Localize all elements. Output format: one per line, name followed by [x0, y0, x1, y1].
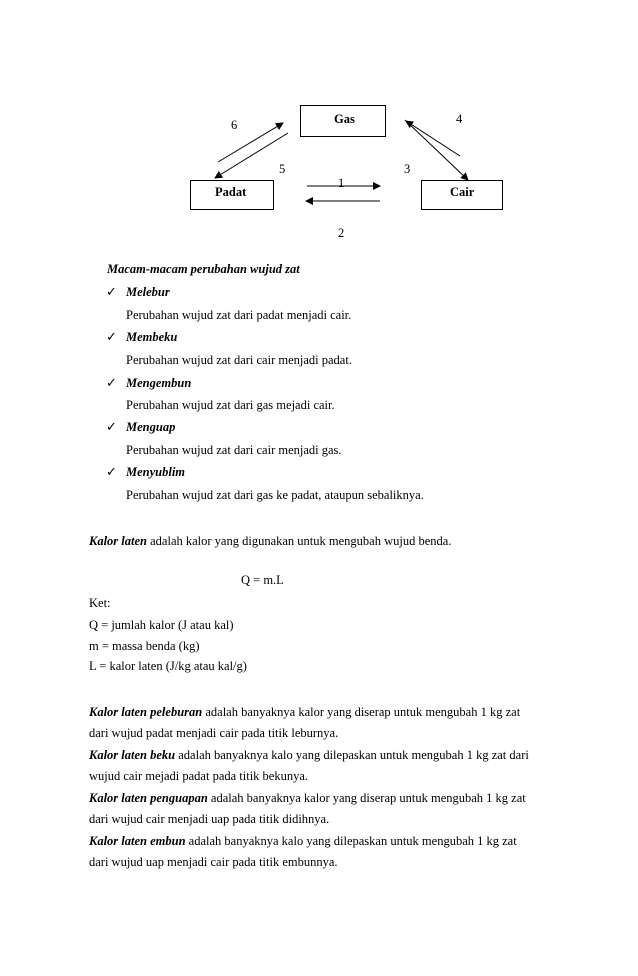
- arrow-number-3: 3: [404, 162, 411, 176]
- state-label-liquid: Cair: [450, 185, 475, 199]
- arrow-number-1: 1: [338, 176, 345, 190]
- check-icon: ✓: [106, 329, 117, 344]
- arrow-5: [215, 133, 288, 178]
- definition-freezing: [89, 748, 529, 763]
- arrow-number-6: 6: [231, 118, 238, 132]
- formula: Q = m.L: [241, 573, 284, 587]
- latent-heat-term: Kalor laten: [89, 534, 147, 548]
- ket-item-l: L = kalor laten (J/kg atau kal/g): [89, 659, 247, 673]
- state-label-solid: Padat: [215, 185, 247, 199]
- definition-text: adalah banyaknya kalo yang dilepaskan untuk mengubah 1 kg zat: [188, 834, 517, 848]
- definition-continuation: dari wujud padat menjadi cair pada titik leburnya.: [89, 726, 339, 740]
- definition-term: Kalor laten penguapan: [89, 791, 208, 805]
- state-label-gas: Gas: [334, 112, 355, 126]
- change-name-1: Melebur: [126, 285, 170, 299]
- arrow-number-4: 4: [456, 112, 463, 126]
- definition-melting: [89, 705, 520, 720]
- arrow-4: [406, 121, 460, 156]
- check-icon: ✓: [106, 419, 117, 434]
- definition-continuation: dari wujud cair menjadi uap pada titik didihnya.: [89, 812, 330, 826]
- definition-text: adalah banyaknya kalor yang diserap untuk mengubah 1 kg zat: [205, 705, 521, 719]
- state-box-liquid: [421, 180, 503, 210]
- change-desc-2: Perubahan wujud zat dari cair menjadi padat.: [126, 353, 352, 367]
- definition-condensation: [89, 834, 517, 849]
- section-title: Macam-macam perubahan wujud zat: [107, 262, 300, 276]
- arrow-3: [405, 120, 468, 180]
- change-desc-3: Perubahan wujud zat dari gas mejadi cair.: [126, 398, 335, 412]
- state-box-solid: [190, 180, 274, 210]
- definition-term: Kalor laten peleburan: [89, 705, 203, 719]
- latent-heat-text: adalah kalor yang digunakan untuk mengubah wujud benda.: [150, 534, 452, 548]
- state-box-gas: [300, 105, 386, 137]
- definition-text: adalah banyaknya kalor yang diserap untuk mengubah 1 kg zat: [210, 791, 526, 805]
- check-icon: ✓: [106, 375, 117, 390]
- change-desc-4: Perubahan wujud zat dari cair menjadi gas.: [126, 443, 342, 457]
- change-desc-5: Perubahan wujud zat dari gas ke padat, ataupun sebaliknya.: [126, 488, 424, 502]
- change-name-4: Menguap: [126, 420, 176, 434]
- ket-label: Ket:: [89, 596, 111, 610]
- definition-text: adalah banyaknya kalo yang dilepaskan untuk mengubah 1 kg zat dari: [178, 748, 529, 762]
- ket-item-q: Q = jumlah kalor (J atau kal): [89, 618, 234, 632]
- definition-term: Kalor laten embun: [89, 834, 186, 848]
- change-name-3: Mengembun: [126, 376, 192, 390]
- check-icon: ✓: [106, 284, 117, 299]
- check-icon: ✓: [106, 464, 117, 479]
- arrow-number-5: 5: [279, 162, 286, 176]
- change-name-2: Membeku: [126, 330, 178, 344]
- change-desc-1: Perubahan wujud zat dari padat menjadi cair.: [126, 308, 352, 322]
- definition-continuation: dari wujud uap menjadi cair pada titik embunnya.: [89, 855, 338, 869]
- latent-heat-definition: [89, 534, 451, 549]
- ket-item-m: m = massa benda (kg): [89, 639, 200, 653]
- definition-continuation: wujud cair mejadi padat pada titik bekunya.: [89, 769, 309, 783]
- definition-term: Kalor laten beku: [89, 748, 176, 762]
- definition-evaporation: [89, 791, 526, 806]
- change-name-5: Menyublim: [126, 465, 186, 479]
- arrow-number-2: 2: [338, 226, 345, 240]
